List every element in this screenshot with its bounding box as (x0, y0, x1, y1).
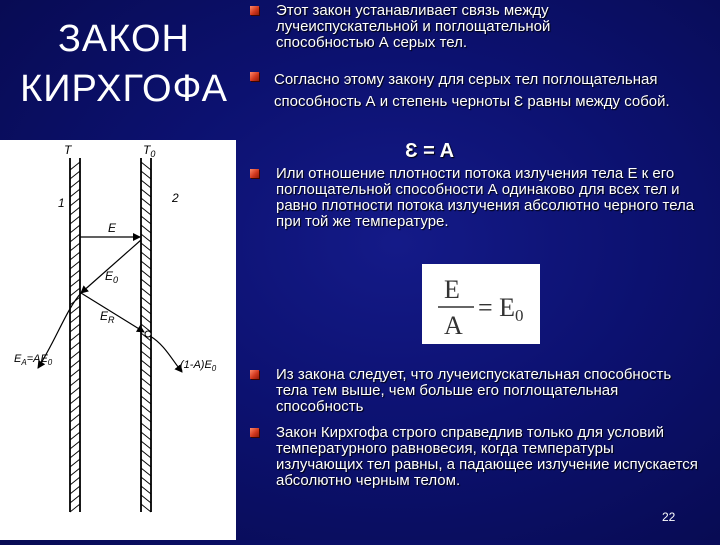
bullet-text-5: Закон Кирхгофа строго справедлив только для условий температурного равновесия, когда температуры излучающих тел равны, а падающее излучение испускается абсолютно черным телом. (276, 424, 698, 489)
hatch-line (141, 162, 151, 170)
hatch-line (141, 450, 151, 458)
hatch-line (141, 216, 151, 224)
label-ER: $E_R$ (100, 309, 115, 325)
hatch-line (70, 279, 80, 287)
hatch-line (70, 171, 80, 179)
hatch-line (70, 450, 80, 458)
hatch-line (141, 351, 151, 359)
hatch-line (141, 243, 151, 251)
hatch-line (70, 207, 80, 215)
hatch-line (70, 216, 80, 224)
bullet-marker-4 (250, 370, 259, 379)
hatch-line (141, 432, 151, 440)
label-wall-2: 2 (172, 191, 179, 205)
hatch-line (141, 207, 151, 215)
arrow-E0 (81, 240, 141, 293)
hatch-line (141, 504, 151, 512)
hatch-line (70, 261, 80, 269)
kirchhoff-diagram (0, 140, 236, 540)
hatch-line (141, 387, 151, 395)
hatch-line (70, 360, 80, 368)
hatch-line (70, 441, 80, 449)
hatch-line (141, 405, 151, 413)
hatch-line (141, 252, 151, 260)
label-EA: $E_A=AE_0$ (14, 353, 53, 367)
hatch-line (141, 261, 151, 269)
hatch-line (141, 360, 151, 368)
bullet-marker-1 (250, 6, 259, 15)
hatch-line (70, 252, 80, 260)
hatch-line (70, 459, 80, 467)
hatch-line (70, 315, 80, 323)
hatch-line (70, 162, 80, 170)
hatch-line (70, 270, 80, 278)
fraction-formula (422, 264, 540, 344)
hatch-line (141, 477, 151, 485)
hatch-line (70, 378, 80, 386)
left-wall-hatching (70, 162, 80, 512)
hatch-line (70, 243, 80, 251)
slide-number: 22 (662, 510, 676, 524)
title-line-1: ЗАКОН (57, 18, 190, 60)
title-line-2: КИРХГОФА (20, 68, 228, 110)
hatch-line (141, 180, 151, 188)
hatch-line (70, 324, 80, 332)
hatch-line (70, 405, 80, 413)
hatch-line (141, 378, 151, 386)
bullet-marker-5 (250, 428, 259, 437)
hatch-line (141, 369, 151, 377)
hatch-line (141, 189, 151, 197)
hatch-line (141, 342, 151, 350)
hatch-line (70, 414, 80, 422)
hatch-line (141, 198, 151, 206)
page-title (14, 14, 234, 114)
hatch-line (70, 369, 80, 377)
bullet-text-4: Из закона следует, что лучеиспускательная способность тела тем выше, чем больше его поглощательная способность (276, 366, 672, 415)
label-E0: $E_0$ (105, 269, 119, 285)
formula-epsilon-equals-A: Ɛ = A (405, 140, 455, 162)
hatch-line (141, 468, 151, 476)
hatch-line (141, 279, 151, 287)
bullet-text-3: Или отношение плотности потока излучения тела Е к его поглощательной способности А одинаково для всех тел и равно плотности потока излучения абсолютно черного тела при той же температуре. (276, 165, 695, 230)
hatch-line (70, 225, 80, 233)
hatch-line (70, 180, 80, 188)
hatch-line (141, 441, 151, 449)
arrow-reflected (150, 336, 182, 372)
arrow-ER (81, 293, 144, 332)
hatch-line (141, 486, 151, 494)
hatch-line (70, 504, 80, 512)
fraction-svg (422, 264, 540, 344)
hatch-line (70, 423, 80, 431)
fraction-rhs: = E0 (478, 293, 524, 325)
hatch-line (141, 171, 151, 179)
hatch-line (70, 198, 80, 206)
hatch-line (141, 288, 151, 296)
hatch-line (70, 342, 80, 350)
hatch-line (70, 432, 80, 440)
hatch-line (141, 459, 151, 467)
hatch-line (70, 333, 80, 341)
hatch-line (70, 387, 80, 395)
hatch-line (141, 396, 151, 404)
hatch-line (70, 468, 80, 476)
hatch-line (141, 306, 151, 314)
bullet-marker-3 (250, 169, 259, 178)
hatch-line (141, 423, 151, 431)
label-T: T (64, 143, 72, 157)
label-T0: $T_0$ (143, 143, 156, 159)
label-reflected: $(1-A)E_0$ (180, 359, 217, 373)
hatch-line (70, 486, 80, 494)
hatch-line (70, 234, 80, 242)
diagram-svg (0, 140, 236, 540)
hatch-line (141, 270, 151, 278)
hatch-line (141, 234, 151, 242)
label-E: E (108, 221, 117, 235)
hatch-line (141, 495, 151, 503)
hatch-line (141, 225, 151, 233)
hatch-line (70, 351, 80, 359)
bullet-text-1: Этот закон устанавливает связь между лучеиспускательной и поглощательной способностью А серых тел. (276, 2, 551, 51)
hatch-line (70, 396, 80, 404)
hatch-line (70, 189, 80, 197)
hatch-line (70, 288, 80, 296)
bullet-marker-2 (250, 72, 259, 81)
bullet-text-2: Согласно этому закону для серых тел поглощательная способность А и степень черноты Ɛ равны между собой. (274, 71, 670, 110)
hatch-line (141, 297, 151, 305)
label-wall-1: 1 (58, 196, 65, 210)
hatch-line (70, 495, 80, 503)
hatch-line (141, 315, 151, 323)
hatch-line (70, 477, 80, 485)
hatch-line (141, 414, 151, 422)
fraction-numerator: E (444, 275, 460, 304)
fraction-denominator: A (444, 311, 463, 340)
